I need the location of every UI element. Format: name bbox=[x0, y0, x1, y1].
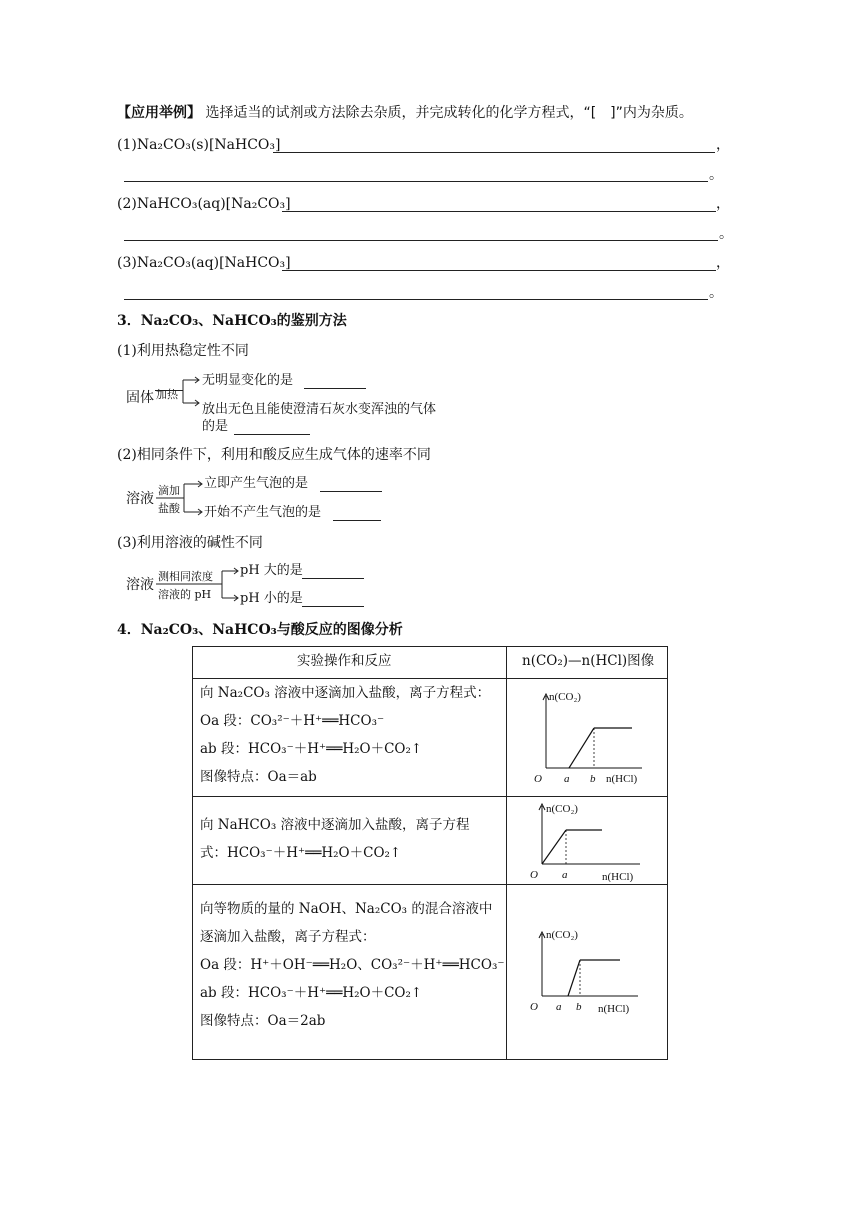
section3-title: 3．Na₂CO₃、NaHCO₃的鉴别方法 bbox=[117, 313, 347, 329]
example-item-3-blank-a[interactable] bbox=[282, 270, 716, 271]
graph-nahco3 bbox=[522, 800, 662, 882]
graph1-tick-b: b bbox=[590, 773, 596, 785]
example-item-2-period: 。 bbox=[719, 226, 733, 242]
method2-lower-blank[interactable] bbox=[333, 520, 381, 521]
row3-line-2: 逐滴加入盐酸，离子方程式： bbox=[200, 929, 376, 945]
example-item-1-period: 。 bbox=[709, 167, 723, 183]
method2-upper: 立即产生气泡的是 bbox=[204, 476, 309, 491]
method1-arrow-label: 加热 bbox=[156, 388, 178, 401]
example-item-3-period: 。 bbox=[709, 285, 723, 301]
graph1-rise bbox=[569, 728, 594, 768]
method2-arrow-bottom: 盐酸 bbox=[158, 502, 180, 515]
method1-lower-2: 的是 bbox=[202, 419, 229, 434]
graph-naoh-na2co3 bbox=[522, 922, 662, 1018]
method1-branch-arrows bbox=[155, 373, 205, 413]
method3-arrow-bottom: 溶液的 pH bbox=[158, 588, 212, 601]
graph2-xlabel: n(HCl) bbox=[602, 871, 634, 882]
graph3-origin: O bbox=[530, 1001, 538, 1013]
row3-line-1: 向等物质的量的 NaOH、Na₂CO₃ 的混合溶液中 bbox=[200, 901, 493, 917]
table-header-operation: 实验操作和反应 bbox=[297, 653, 392, 669]
method3-branch-arrows bbox=[156, 562, 242, 604]
reaction-table bbox=[192, 646, 668, 1060]
method1-heading: (1)利用热稳定性不同 bbox=[117, 343, 249, 359]
example-item-3-prefix: (3)Na₂CO₃(aq)[NaHCO₃] bbox=[117, 255, 291, 271]
row1-line-1: 向 Na₂CO₃ 溶液中逐滴加入盐酸，离子方程式： bbox=[200, 685, 491, 701]
row2-line-1: 向 NaHCO₃ 溶液中逐滴加入盐酸，离子方程 bbox=[200, 817, 470, 833]
method1-root: 固体 bbox=[126, 390, 154, 406]
method3-upper: pH 大的是 bbox=[240, 563, 303, 578]
row3-line-3: Oa 段：H⁺＋OH⁻══H₂O、CO₃²⁻＋H⁺══HCO₃⁻ bbox=[200, 957, 505, 973]
graph1-ylabel: n(CO₂) bbox=[549, 691, 581, 703]
graph2-origin: O bbox=[530, 869, 538, 881]
graph1-xlabel: n(HCl) bbox=[606, 773, 638, 785]
graph1-origin: O bbox=[534, 773, 542, 785]
method1-lower-blank[interactable] bbox=[234, 434, 310, 435]
method2-upper-blank[interactable] bbox=[320, 491, 382, 492]
graph-na2co3 bbox=[522, 686, 662, 786]
graph3-xlabel: n(HCl) bbox=[598, 1003, 630, 1015]
table-header-graph: n(CO₂)—n(HCl)图像 bbox=[522, 653, 655, 669]
graph1-tick-a: a bbox=[564, 773, 570, 785]
method2-heading: (2)相同条件下，利用和酸反应生成气体的速率不同 bbox=[117, 447, 431, 463]
example-item-1-comma: ， bbox=[716, 137, 730, 153]
method3-root: 溶液 bbox=[126, 577, 154, 593]
row1-line-2: Oa 段：CO₃²⁻＋H⁺══HCO₃⁻ bbox=[200, 713, 385, 729]
example-item-2-blank-b[interactable] bbox=[124, 240, 718, 241]
graph3-tick-a: a bbox=[556, 1001, 562, 1013]
graph2-ylabel: n(CO₂) bbox=[546, 803, 578, 815]
example-item-2-prefix: (2)NaHCO₃(aq)[Na₂CO₃] bbox=[117, 196, 291, 212]
example-intro bbox=[117, 104, 693, 122]
graph3-tick-b: b bbox=[576, 1001, 582, 1013]
graph3-ylabel: n(CO₂) bbox=[546, 929, 578, 941]
graph2-rise bbox=[542, 830, 566, 864]
row3-line-5: 图像特点：Oa＝2ab bbox=[200, 1013, 326, 1029]
example-item-3-blank-b[interactable] bbox=[124, 299, 708, 300]
row1-line-3: ab 段：HCO₃⁻＋H⁺══H₂O＋CO₂↑ bbox=[200, 741, 423, 757]
method1-lower-1: 放出无色且能使澄清石灰水变浑浊的气体 bbox=[202, 402, 437, 417]
row2-line-2: 式：HCO₃⁻＋H⁺══H₂O＋CO₂↑ bbox=[200, 845, 402, 861]
method1-upper-blank[interactable] bbox=[304, 388, 366, 389]
example-item-2-blank-a[interactable] bbox=[282, 211, 716, 212]
example-item-3-comma: ， bbox=[716, 255, 730, 271]
example-item-1-prefix: (1)Na₂CO₃(s)[NaHCO₃] bbox=[117, 137, 281, 153]
method3-lower-blank[interactable] bbox=[302, 606, 364, 607]
example-label: 【应用举例】 bbox=[117, 105, 201, 121]
method2-lower: 开始不产生气泡的是 bbox=[204, 505, 322, 520]
method3-lower: pH 小的是 bbox=[240, 591, 303, 606]
example-item-2-comma: ， bbox=[716, 196, 730, 212]
graph3-rise bbox=[568, 960, 580, 996]
graph2-tick-a: a bbox=[562, 869, 568, 881]
row1-line-4: 图像特点：Oa＝ab bbox=[200, 769, 317, 785]
method3-upper-blank[interactable] bbox=[302, 578, 364, 579]
method2-arrow-top: 滴加 bbox=[158, 484, 180, 497]
method3-heading: (3)利用溶液的碱性不同 bbox=[117, 535, 263, 551]
row3-line-4: ab 段：HCO₃⁻＋H⁺══H₂O＋CO₂↑ bbox=[200, 985, 423, 1001]
example-item-1-blank-b[interactable] bbox=[124, 181, 708, 182]
method1-upper: 无明显变化的是 bbox=[202, 373, 294, 388]
section4-title: 4．Na₂CO₃、NaHCO₃与酸反应的图像分析 bbox=[117, 622, 403, 638]
example-item-1-blank-a[interactable] bbox=[273, 152, 715, 153]
method2-branch-arrows bbox=[156, 476, 206, 518]
example-intro-text: 选择适当的试剂或方法除去杂质，并完成转化的化学方程式，“[ ]”内为杂质。 bbox=[205, 105, 693, 121]
method3-arrow-top: 测相同浓度 bbox=[158, 570, 213, 583]
method2-root: 溶液 bbox=[126, 491, 154, 507]
